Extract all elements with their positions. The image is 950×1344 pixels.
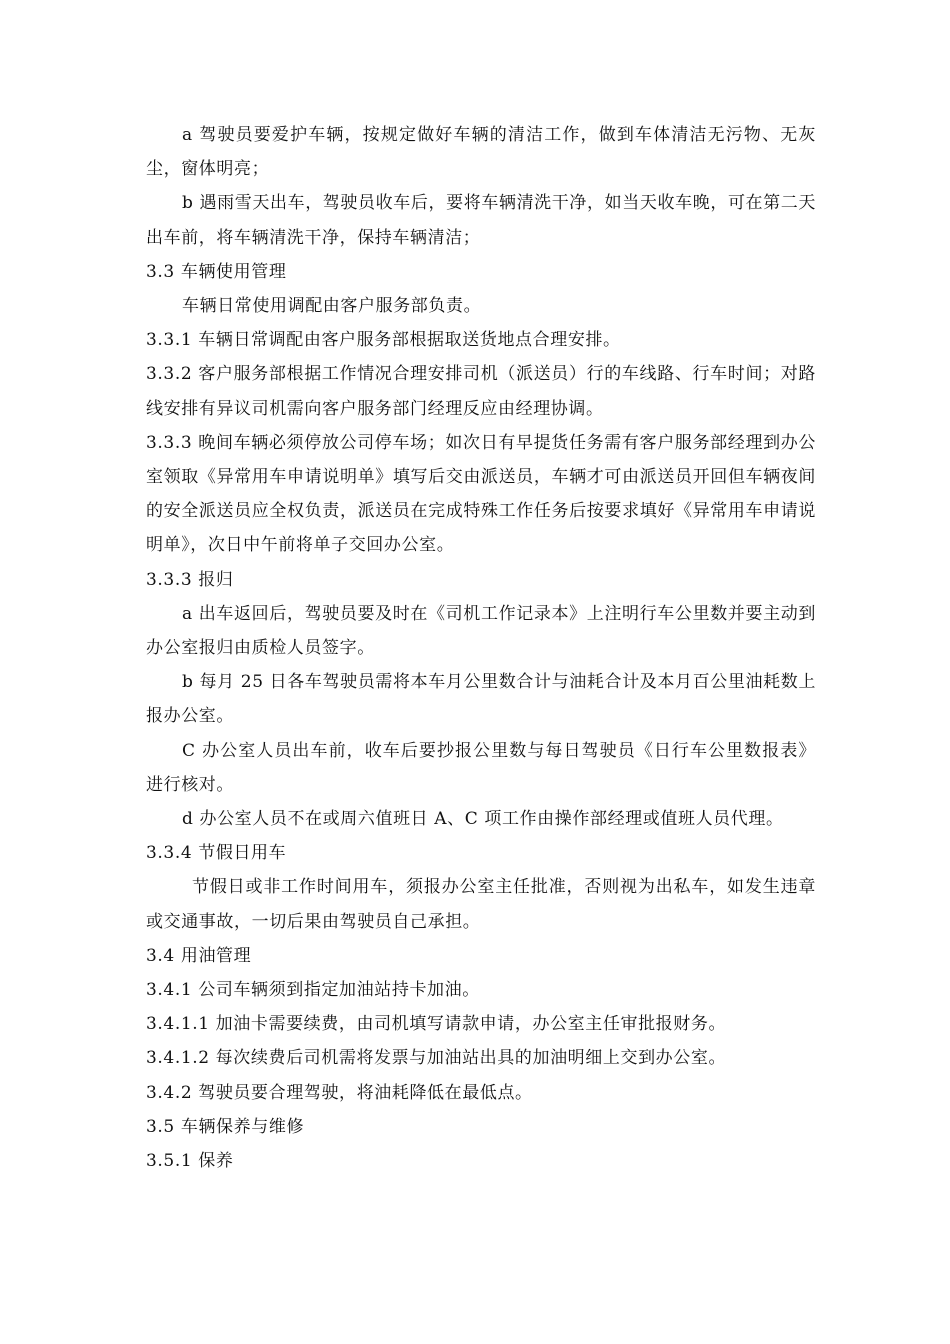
document-body <box>146 118 816 1178</box>
clause-3-3-2: 3.3.2 客户服务部根据工作情况合理安排司机（派送员）行的车线路、行车时间；对路线安排有异议司机需向客户服务部门经理反应由经理协调。 <box>146 364 816 419</box>
paragraph-holiday-use: 节假日或非工作时间用车，须报办公室主任批准，否则视为出私车，如发生违章或交通事故，一切后果由驾驶员自己承担。 <box>146 877 816 932</box>
paragraph-rain-snow-wash: b 遇雨雪天出车，驾驶员收车后，要将车辆清洗干净，如当天收车晚，可在第二天出车前，将车辆清洗干净，保持车辆清洁； <box>146 193 816 248</box>
section-heading-3-3: 3.3 车辆使用管理 <box>146 261 287 282</box>
clause-3-3-3-report: 3.3.3 报归 <box>146 569 234 590</box>
section-heading-3-4: 3.4 用油管理 <box>146 945 252 966</box>
paragraph-office-check: C 办公室人员出车前，收车后要抄报公里数与每日驾驶员《日行车公里数报表》进行核对。 <box>146 740 816 795</box>
clause-3-4-1: 3.4.1 公司车辆须到指定加油站持卡加油。 <box>146 980 480 1001</box>
clause-3-4-2: 3.4.2 驾驶员要合理驾驶，将油耗降低在最低点。 <box>146 1082 533 1103</box>
clause-3-4-1-1: 3.4.1.1 加油卡需要续费，由司机填写请款申请，办公室主任审批报财务。 <box>146 1014 727 1035</box>
section-heading-3-5: 3.5 车辆保养与维修 <box>146 1116 305 1137</box>
clause-3-5-1: 3.5.1 保养 <box>146 1151 234 1172</box>
paragraph-monthly-mileage: b 每月 25 日各车驾驶员需将本车月公里数合计与油耗合计及本月百公里油耗数上报办公室。 <box>146 672 816 727</box>
clause-3-3-4: 3.3.4 节假日用车 <box>146 843 287 864</box>
paragraph-clean-vehicle: a 驾驶员要爱护车辆，按规定做好车辆的清洁工作，做到车体清洁无污物、无灰尘，窗体明亮； <box>146 125 816 180</box>
clause-3-3-1: 3.3.1 车辆日常调配由客户服务部根据取送货地点合理安排。 <box>146 330 621 351</box>
clause-3-3-3-parking: 3.3.3 晚间车辆必须停放公司停车场；如次日有早提货任务需有客户服务部经理到办公室领取《异常用车申请说明单》填写后交由派送员，车辆才可由派送员开回但车辆夜间的安全派送员应全权负责，派送员在完成特殊工作任务后按要求填好《异常用车申请说明单》，次日中午前将单子交回办公室。 <box>146 432 816 556</box>
clause-3-4-1-2: 3.4.1.2 每次续费后司机需将发票与加油站出具的加油明细上交到办公室。 <box>146 1048 727 1069</box>
paragraph-daily-dispatch: 车辆日常使用调配由客户服务部负责。 <box>182 296 482 317</box>
paragraph-office-absent: d 办公室人员不在或周六值班日 A、C 项工作由操作部经理或值班人员代理。 <box>182 809 784 830</box>
paragraph-return-report: a 出车返回后，驾驶员要及时在《司机工作记录本》上注明行车公里数并要主动到办公室报归由质检人员签字。 <box>146 603 816 659</box>
